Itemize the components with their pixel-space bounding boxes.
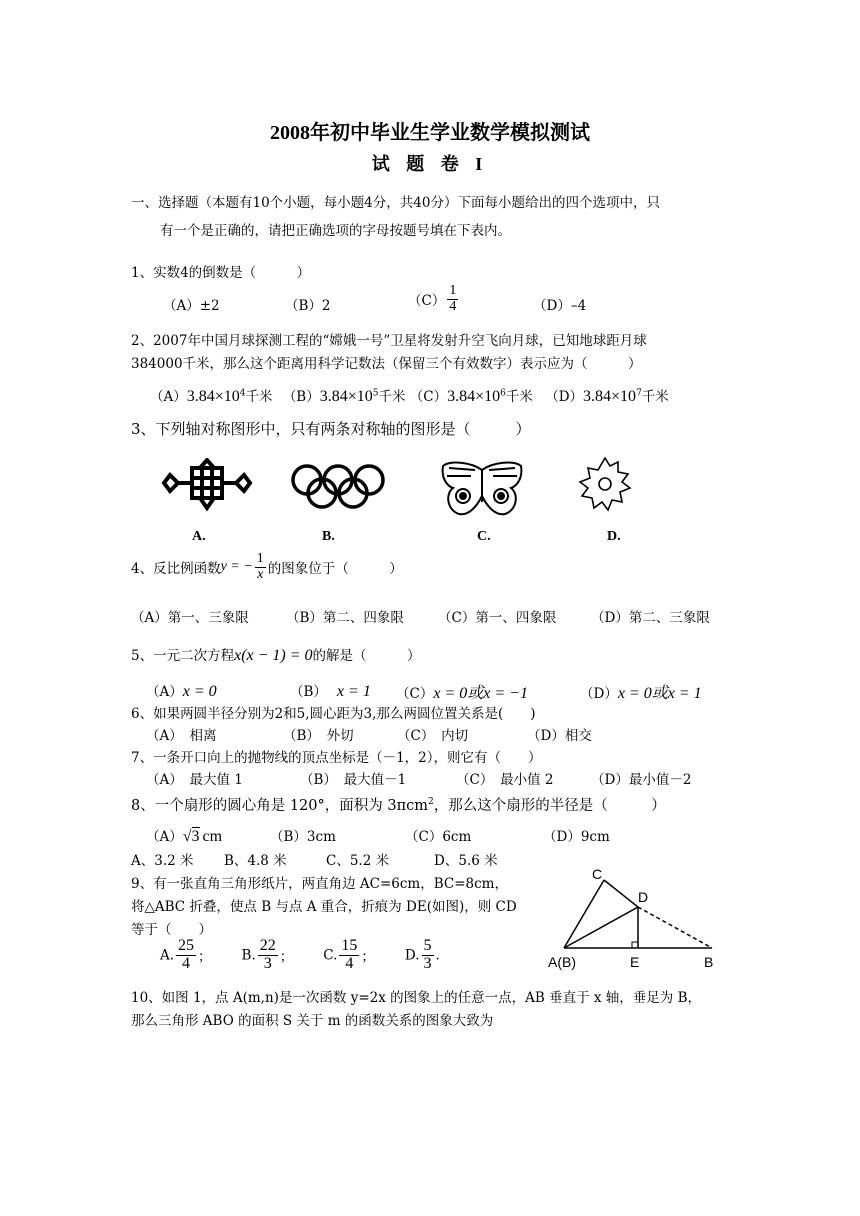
label-b: B bbox=[704, 954, 714, 970]
q4-option-c: （C）第一、四象限 bbox=[438, 610, 557, 626]
q8-option-b: （B）3cm bbox=[270, 829, 336, 845]
q2-b-math: 3.84×10 bbox=[319, 388, 373, 405]
q9-d-label: D. bbox=[404, 947, 420, 964]
q9-a-label: A. bbox=[160, 947, 175, 964]
q2-option-d bbox=[545, 389, 669, 405]
q8-stem-pre: 8、一个扇形的圆心角是 120°，面积为 3 bbox=[131, 798, 397, 814]
q8-extra-b: B、4.8 米 bbox=[224, 853, 287, 869]
q8-extra-a: A、3.2 米 bbox=[131, 853, 194, 869]
label-e: E bbox=[630, 954, 640, 970]
endless-knot-figure bbox=[160, 458, 254, 514]
page-title: 2008年初中毕业生学业数学模拟测试 bbox=[270, 122, 590, 144]
q5-b-label: （B） bbox=[290, 684, 327, 700]
q2-a-exp: 4 bbox=[239, 388, 246, 399]
q5-c-label: （C） bbox=[396, 686, 434, 702]
q2-a-unit: 千米 bbox=[245, 389, 273, 405]
q2-c-unit: 千米 bbox=[505, 389, 533, 405]
q9-b-den: 3 bbox=[263, 954, 272, 972]
q8-extra-c: C、5.2 米 bbox=[326, 853, 390, 869]
q5-option-d bbox=[580, 680, 702, 703]
q2-line2: 384000千米，那么这个距离用科学记数法（保留三个有效数字）表示应为（ ） bbox=[131, 356, 642, 372]
q2-b-label: （B） bbox=[282, 389, 320, 405]
q4-func-fraction bbox=[255, 552, 266, 582]
q9-d-sep: . bbox=[435, 947, 440, 964]
q2-a-math: 3.84×10 bbox=[186, 388, 240, 405]
q3-label-b: B. bbox=[322, 529, 335, 544]
label-c: C bbox=[592, 866, 603, 882]
q2-b-unit: 千米 bbox=[378, 389, 406, 405]
q7-option-b: （B） 最大值－1 bbox=[300, 772, 407, 788]
page-subtitle: 试 题 卷 I bbox=[371, 154, 489, 174]
q9-a-den: 4 bbox=[182, 954, 191, 972]
q9-line1: 9、有一张直角三角形纸片，两直角边 AC=6cm，BC=8cm， bbox=[131, 876, 508, 892]
q9-a-fraction bbox=[176, 938, 196, 973]
q4-option-b: （B）第二、四象限 bbox=[286, 610, 404, 626]
q4-stem-pre: 4、反比例函数 bbox=[131, 561, 221, 578]
q8-a-sqrt: √3 bbox=[182, 828, 200, 845]
q9-c-label: C. bbox=[323, 947, 338, 964]
q1-stem: 1、实数4的倒数是（ ） bbox=[131, 265, 311, 281]
q9-a-sep: ； bbox=[198, 949, 212, 966]
q7-option-c: （C） 最小值 2 bbox=[456, 772, 554, 788]
q4-func-num: 1 bbox=[256, 551, 264, 566]
q4-stem-post: 的图象位于（ ） bbox=[267, 561, 403, 578]
q7-option-d: （D）最小值－2 bbox=[591, 772, 692, 788]
section-intro-line2: 有一个是正确的，请把正确选项的字母按题号填在下表内。 bbox=[160, 223, 511, 239]
q3-label-c: C. bbox=[477, 529, 491, 544]
q8-stem bbox=[131, 794, 666, 815]
snowflake-figure bbox=[574, 454, 636, 516]
q1-option-d: （D）–4 bbox=[533, 298, 587, 314]
q2-d-exp: 7 bbox=[636, 388, 642, 399]
q7-stem: 7、一条开口向上的抛物线的顶点坐标是（－1，2），则它有（ ） bbox=[131, 750, 542, 766]
q5-b-math: x = 1 bbox=[336, 683, 371, 700]
olympic-rings-figure bbox=[290, 462, 386, 510]
q3-label-d: D. bbox=[607, 529, 621, 544]
label-a: A(B) bbox=[548, 954, 576, 970]
q9-d-den: 3 bbox=[423, 954, 432, 972]
q5-option-c bbox=[396, 680, 528, 703]
q8-stem-post: ，那么这个扇形的半径是（ ） bbox=[433, 798, 666, 814]
q1-option-c-label: （C） bbox=[408, 293, 446, 310]
q9-b-num: 22 bbox=[259, 937, 276, 954]
q2-b-exp: 5 bbox=[372, 388, 379, 399]
q10-line1: 10、如图 1，点 A(m,n)是一次函数 y=2x 的图象上的任意一点，AB 垂直于 x 轴，垂足为 B， bbox=[131, 990, 702, 1006]
q2-option-b bbox=[283, 389, 406, 405]
q4-stem bbox=[131, 552, 403, 582]
q8-option-c: （C）6cm bbox=[405, 829, 472, 845]
q8-pi: π bbox=[396, 798, 407, 814]
q8-option-d: （D）9cm bbox=[543, 829, 610, 845]
q1-option-c-fraction bbox=[447, 284, 458, 314]
q5-equation: x(x − 1) = 0 bbox=[234, 647, 313, 664]
q9-line2: 将△ABC 折叠，使点 B 与点 A 重合，折痕为 DE(如图)，则 CD bbox=[131, 899, 517, 915]
q3-stem: 3、下列轴对称图形中，只有两条对称轴的图形是（ ） bbox=[131, 420, 531, 438]
q9-d-fraction bbox=[422, 938, 434, 973]
q2-d-math: 3.84×10 bbox=[583, 388, 637, 405]
q1-option-c bbox=[408, 284, 460, 314]
q6-option-b: （B） 外切 bbox=[283, 728, 354, 744]
q2-d-label: （D） bbox=[545, 389, 584, 405]
q6-option-a: （A） 相离 bbox=[146, 728, 217, 744]
q4-func-lhs: y = − bbox=[220, 559, 253, 575]
q6-stem: 6、如果两圆半径分别为2和5,圆心距为3,那么两圆位置关系是( ) bbox=[131, 706, 536, 722]
triangle-figure bbox=[546, 864, 736, 974]
q7-option-a: （A） 最大值 1 bbox=[146, 772, 243, 788]
q1-c-denominator: 4 bbox=[449, 298, 457, 314]
q5-d-math: x = 0或x = 1 bbox=[617, 685, 702, 702]
q2-line1: 2、2007年中国月球探测工程的“嫦娥一号”卫星将发射升空飞向月球，已知地球距月球 bbox=[131, 333, 647, 349]
q2-d-unit: 千米 bbox=[641, 389, 669, 405]
q8-a-unit: cm bbox=[202, 828, 223, 845]
q6-option-d: （D）相交 bbox=[527, 728, 592, 744]
section-intro-line1: 一、选择题（本题有10个小题，每小题4分，共40分）下面每小题给出的四个选项中，只 bbox=[131, 195, 660, 211]
q5-stem-pre: 5、一元二次方程 bbox=[131, 648, 235, 664]
q9-options bbox=[160, 938, 440, 973]
q8-unit-exp: 2 bbox=[428, 797, 434, 808]
q5-a-math: x = 0 bbox=[182, 683, 217, 700]
q9-c-num: 15 bbox=[341, 937, 358, 954]
butterfly-figure bbox=[441, 460, 523, 518]
label-d: D bbox=[638, 889, 649, 905]
q5-a-label: （A） bbox=[146, 684, 183, 700]
q1-c-numerator: 1 bbox=[449, 283, 457, 298]
q2-option-c bbox=[410, 389, 533, 405]
q9-c-sep: ； bbox=[361, 949, 375, 966]
q5-stem bbox=[131, 644, 421, 665]
q8-a-radicand: 3 bbox=[191, 828, 200, 845]
q4-option-a: （A）第一、三象限 bbox=[131, 610, 249, 626]
q9-line3: 等于（ ） bbox=[131, 922, 212, 938]
q4-option-d: （D）第二、三象限 bbox=[591, 610, 710, 626]
q1-option-a: （A）±2 bbox=[163, 298, 220, 314]
q9-b-sep: ； bbox=[279, 949, 294, 966]
q2-c-math: 3.84×10 bbox=[447, 388, 501, 405]
q9-a-num: 25 bbox=[178, 937, 195, 954]
q8-a-label: （A） bbox=[146, 829, 183, 845]
q2-options bbox=[150, 385, 669, 406]
q2-c-exp: 6 bbox=[500, 388, 506, 399]
q9-c-fraction bbox=[339, 938, 359, 973]
segment-ad bbox=[564, 907, 638, 948]
q5-stem-post: 的解是（ ） bbox=[312, 648, 421, 664]
side-ac bbox=[564, 880, 604, 948]
q5-option-b bbox=[290, 680, 371, 701]
q3-label-a: A. bbox=[192, 529, 206, 544]
q5-option-a bbox=[146, 680, 217, 701]
q8-unit: cm bbox=[406, 798, 428, 814]
q1-option-b: （B）2 bbox=[285, 298, 331, 314]
q8-extra-d: D、5.6 米 bbox=[434, 853, 498, 869]
q5-c-math: x = 0或x = −1 bbox=[433, 685, 528, 702]
q5-d-label: （D） bbox=[580, 686, 618, 702]
q9-b-fraction bbox=[258, 938, 278, 973]
q10-line2: 那么三角形 ABO 的面积 S 关于 m 的函数关系的图象大致为 bbox=[131, 1013, 494, 1029]
dashed-db bbox=[638, 907, 712, 948]
q2-a-label: （A） bbox=[150, 389, 187, 405]
q2-option-a bbox=[150, 389, 273, 405]
q9-d-num: 5 bbox=[423, 937, 432, 954]
q8-option-a bbox=[146, 825, 222, 846]
side-cd bbox=[604, 880, 638, 907]
q4-func-den: x bbox=[257, 566, 264, 582]
q6-option-c: （C） 内切 bbox=[397, 728, 469, 744]
q9-b-label: B. bbox=[241, 947, 256, 964]
q2-c-label: （C） bbox=[409, 389, 448, 405]
q9-c-den: 4 bbox=[345, 954, 354, 972]
